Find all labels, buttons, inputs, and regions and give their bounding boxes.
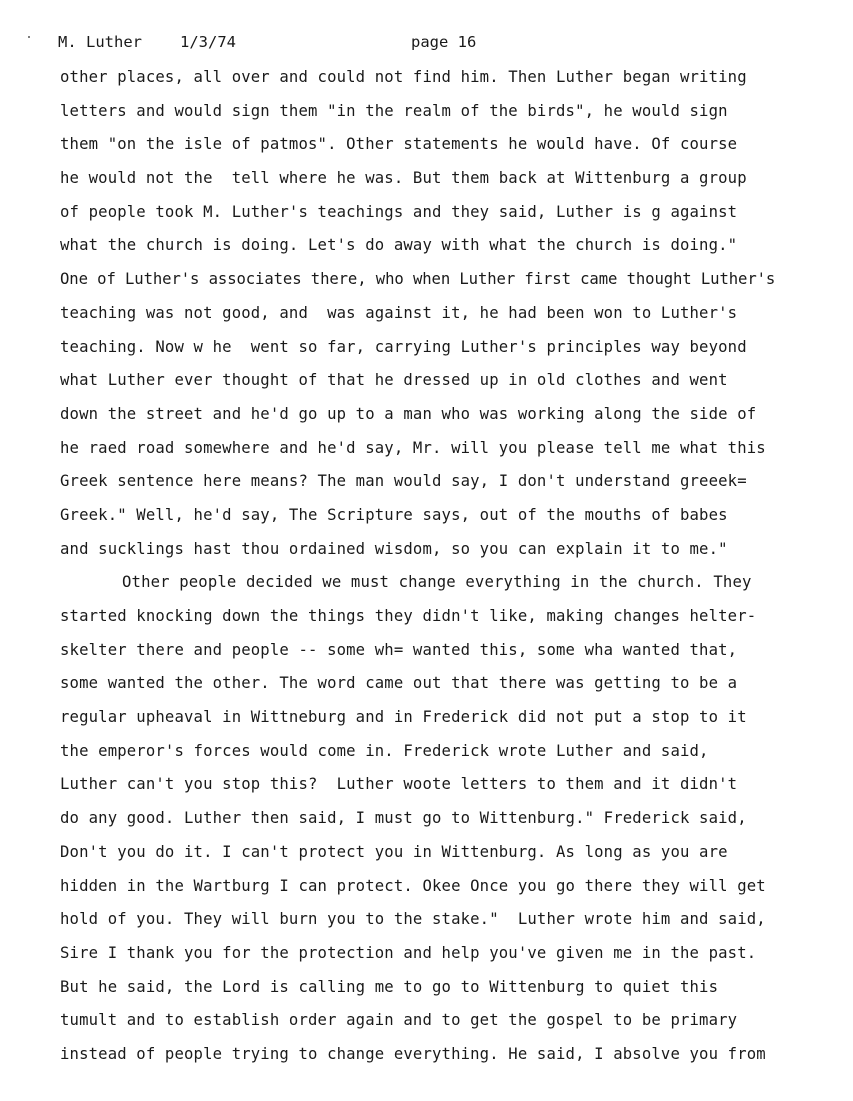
text-line: them "on the isle of patmos". Other statements he would have. Of course bbox=[60, 135, 738, 154]
text-line: he would not the tell where he was. But them back at Wittenburg a group bbox=[60, 169, 747, 188]
text-line: hold of you. They will burn you to the stake." Luther wrote him and said, bbox=[60, 910, 766, 929]
text-line: instead of people trying to change everything. He said, I absolve you from bbox=[60, 1044, 766, 1063]
text-line: Don't you do it. I can't protect you in Wittenburg. As long as you are bbox=[60, 842, 728, 861]
text-line: the emperor's forces would come in. Frederick wrote Luther and said, bbox=[60, 741, 709, 760]
text-line: and sucklings hast thou ordained wisdom, so you can explain it to me." bbox=[60, 539, 728, 558]
document-body bbox=[60, 66, 845, 1077]
paragraph-start-line: Other people decided we must change everything in the church. They bbox=[122, 573, 752, 592]
text-line: hidden in the Wartburg I can protect. Okee Once you go there they will get bbox=[60, 876, 766, 895]
header-page-number: page 16 bbox=[411, 33, 477, 51]
page-header bbox=[58, 31, 818, 53]
text-line: he raed road somewhere and he'd say, Mr. will you please tell me what this bbox=[60, 438, 766, 457]
text-line: started knocking down the things they didn't like, making changes helter- bbox=[60, 607, 757, 625]
text-line: down the street and he'd go up to a man who was working along the side of bbox=[60, 404, 757, 423]
header-author: M. Luther bbox=[58, 33, 142, 51]
text-line: some wanted the other. The word came out that there was getting to be a bbox=[60, 674, 738, 693]
text-line: other places, all over and could not find him. Then Luther began writing bbox=[60, 68, 747, 86]
text-line: of people took M. Luther's teachings and they said, Luther is g against bbox=[60, 202, 738, 221]
text-line: teaching. Now w he went so far, carrying Luther's principles way beyond bbox=[60, 337, 747, 356]
text-line: One of Luther's associates there, who when Luther first came thought Luther's bbox=[60, 270, 776, 289]
text-line: Luther can't you stop this? Luther woote letters to them and it didn't bbox=[60, 775, 738, 794]
text-line: Sire I thank you for the protection and help you've given me in the past. bbox=[60, 943, 757, 962]
text-line: do any good. Luther then said, I must go to Wittenburg." Frederick said, bbox=[60, 809, 747, 828]
text-line: regular upheaval in Wittneburg and in Frederick did not put a stop to it bbox=[60, 708, 747, 727]
text-line: letters and would sign them "in the realm of the birds", he would sign bbox=[60, 101, 728, 120]
margin-mark bbox=[28, 36, 30, 38]
text-line: Greek sentence here means? The man would say, I don't understand greeek= bbox=[60, 472, 747, 491]
text-line: tumult and to establish order again and to get the gospel to be primary bbox=[60, 1011, 738, 1030]
text-line: what Luther ever thought of that he dressed up in old clothes and went bbox=[60, 371, 728, 390]
text-line: skelter there and people -- some wh= wanted this, some wha wanted that, bbox=[60, 640, 738, 659]
text-line: Greek." Well, he'd say, The Scripture says, out of the mouths of babes bbox=[60, 505, 728, 524]
text-line: But he said, the Lord is calling me to go to Wittenburg to quiet this bbox=[60, 977, 719, 996]
text-line: teaching was not good, and was against it, he had been won to Luther's bbox=[60, 303, 738, 322]
text-line: what the church is doing. Let's do away with what the church is doing." bbox=[60, 236, 738, 255]
header-date: 1/3/74 bbox=[180, 33, 236, 51]
